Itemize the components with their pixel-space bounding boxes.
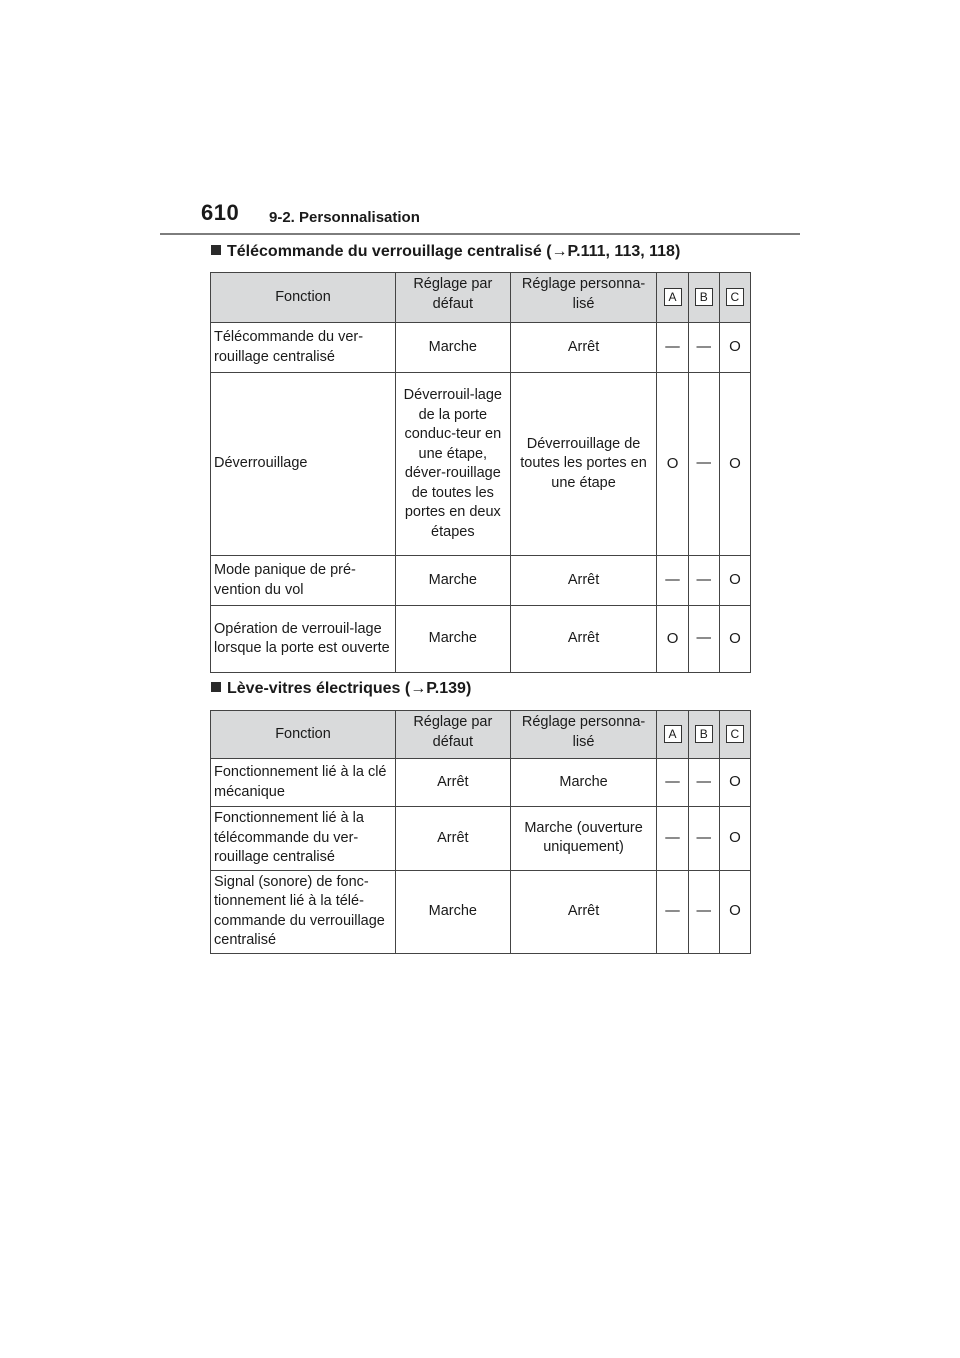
square-bullet-icon (211, 682, 221, 692)
cell-text: Arrêt (567, 902, 600, 919)
cell-text: Marche (428, 571, 477, 588)
cell-text: Télécommande du ver-rouillage centralisé (214, 329, 364, 365)
column-header-b (688, 273, 719, 323)
cell-c (719, 556, 750, 606)
mark-value: — (696, 455, 711, 472)
cell-text: Arrêt (437, 829, 469, 846)
cell-custom (510, 323, 657, 373)
mark-value: — (696, 829, 711, 846)
cell-default (396, 807, 511, 871)
cell-text: Déverrouillage (214, 455, 308, 472)
mark-value: — (665, 338, 680, 355)
settings-table-power-windows (210, 710, 751, 954)
column-header-c (719, 273, 750, 323)
cell-text: Marche (559, 773, 608, 790)
mark-value: O (729, 902, 741, 920)
cell-a (657, 870, 688, 953)
mark-value: O (729, 629, 741, 647)
cell-a (657, 373, 688, 556)
cell-c (719, 870, 750, 953)
cell-c (719, 373, 750, 556)
mark-value: O (666, 629, 679, 647)
column-header-default: Réglage par défaut (396, 273, 511, 323)
table-row (211, 556, 751, 606)
subheading-text: Lève-vitres électriques (→P.139) (227, 680, 472, 697)
cell-a (657, 323, 688, 373)
column-header-b (688, 711, 719, 759)
letter-c-box: C (726, 725, 744, 743)
cell-function (211, 807, 396, 871)
column-header-default: Réglage par défaut (396, 711, 511, 759)
mark-value: O (666, 454, 679, 472)
mark-value: — (665, 571, 680, 588)
cell-c (719, 759, 750, 807)
subheading-text: Télécommande du verrouillage centralisé (→P.111, 113, 118) (227, 243, 681, 260)
cell-text: Mode panique de pré-vention du vol (214, 562, 356, 598)
mark-value: — (665, 829, 680, 846)
letter-a-box: A (664, 725, 682, 743)
cell-a (657, 759, 688, 807)
page-number: 610 (201, 200, 240, 225)
mark-value: — (696, 571, 711, 588)
cell-text: Arrêt (567, 571, 600, 588)
cell-text: Arrêt (567, 630, 600, 647)
table-row (211, 373, 751, 556)
mark-value: — (696, 630, 711, 647)
cell-b (688, 807, 719, 871)
mark-value: O (729, 338, 741, 356)
section-title: 9-2. Personnalisation (269, 209, 420, 226)
cell-custom (510, 759, 657, 807)
cell-a (657, 556, 688, 606)
cell-text: Fonctionnement lié à la télécommande du ver-rouillage centralisé (214, 810, 364, 865)
table-row (211, 606, 751, 673)
column-header-custom: Réglage personna-lisé (510, 711, 657, 759)
cell-b (688, 556, 719, 606)
cell-c (719, 807, 750, 871)
cell-b (688, 373, 719, 556)
cell-a (657, 606, 688, 673)
cell-text: Opération de verrouil-lage lorsque la porte est ouverte (214, 620, 390, 656)
cell-default (396, 556, 511, 606)
cell-text: Marche (428, 338, 477, 355)
table-row (211, 759, 751, 807)
cell-b (688, 759, 719, 807)
cell-text: Marche (ouverture uniquement) (524, 819, 643, 856)
mark-value: O (729, 454, 741, 472)
letter-b-box: B (695, 725, 713, 743)
cell-a (657, 807, 688, 871)
cell-function (211, 556, 396, 606)
cell-custom (510, 606, 657, 673)
letter-c-box: C (726, 288, 744, 306)
letter-b-box: B (695, 288, 713, 306)
mark-value: — (665, 773, 680, 790)
cell-b (688, 606, 719, 673)
subheading-remote-lock (211, 243, 680, 261)
cell-function (211, 870, 396, 953)
cell-text: Marche (428, 902, 477, 919)
cell-custom (510, 807, 657, 871)
cell-text: Marche (428, 630, 477, 647)
column-header-c (719, 711, 750, 759)
square-bullet-icon (211, 245, 221, 255)
subheading-power-windows (211, 680, 471, 698)
table-row (211, 870, 751, 953)
cell-custom (510, 870, 657, 953)
settings-table-remote-lock (210, 272, 751, 673)
cell-function (211, 323, 396, 373)
table-row (211, 807, 751, 871)
column-header-a (657, 273, 688, 323)
cell-default (396, 606, 511, 673)
mark-value: — (696, 902, 711, 919)
cell-default (396, 759, 511, 807)
cell-custom (510, 556, 657, 606)
cell-function (211, 373, 396, 556)
cell-text: Déverrouil-lage de la porte conduc-teur en une étape, déver-rouillage de toutes les portes en deux étapes (403, 387, 502, 540)
cell-text: Arrêt (567, 338, 600, 355)
header-rule (160, 233, 800, 235)
mark-value: — (665, 902, 680, 919)
cell-text: Arrêt (437, 773, 469, 790)
cell-c (719, 606, 750, 673)
mark-value: — (696, 338, 711, 355)
cell-c (719, 323, 750, 373)
cell-text: Déverrouillage de toutes les portes en une étape (520, 435, 647, 491)
mark-value: O (729, 571, 741, 589)
cell-custom (510, 373, 657, 556)
mark-value: O (729, 829, 741, 846)
cell-function (211, 606, 396, 673)
column-header-custom: Réglage personna-lisé (510, 273, 657, 323)
mark-value: — (696, 773, 711, 790)
cell-function (211, 759, 396, 807)
cell-text: Fonctionnement lié à la clé mécanique (214, 764, 387, 800)
cell-default (396, 323, 511, 373)
mark-value: O (729, 773, 741, 791)
table-row (211, 323, 751, 373)
column-header-a (657, 711, 688, 759)
cell-b (688, 323, 719, 373)
letter-a-box: A (664, 288, 682, 306)
cell-default (396, 373, 511, 556)
column-header-function: Fonction (211, 273, 396, 323)
cell-default (396, 870, 511, 953)
column-header-function: Fonction (211, 711, 396, 759)
cell-b (688, 870, 719, 953)
cell-text: Signal (sonore) de fonc-tionnement lié à la télé-commande du verrouillage centralisé (214, 873, 385, 948)
